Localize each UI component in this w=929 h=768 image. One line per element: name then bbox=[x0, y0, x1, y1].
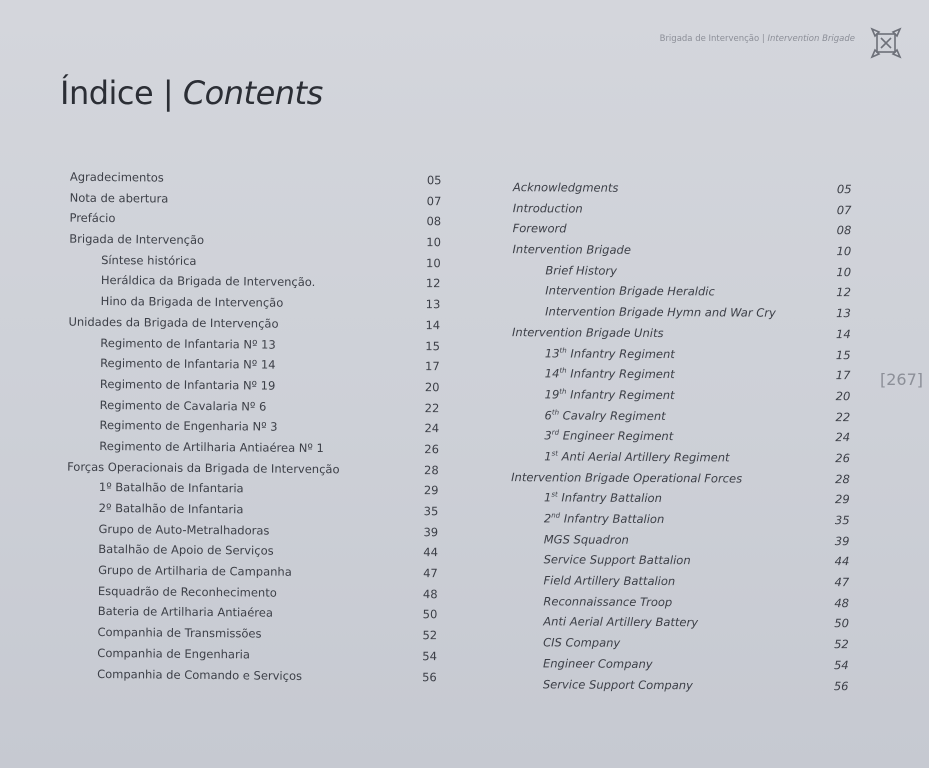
title-pt: Índice bbox=[60, 74, 154, 112]
page-title bbox=[60, 74, 323, 112]
running-head bbox=[660, 34, 855, 44]
toc-entry-label: 1º Batalhão de Infantaria bbox=[98, 480, 244, 496]
toc-entry-page: 47 bbox=[423, 566, 438, 581]
toc-entry-label: Intervention Brigade Hymn and War Cry bbox=[545, 304, 776, 320]
toc-entry-label: 14th Infantry Regiment bbox=[544, 366, 675, 382]
toc-entry-page: 50 bbox=[422, 607, 438, 622]
toc-entry-page: 26 bbox=[835, 451, 850, 466]
toc-entry-page: 20 bbox=[424, 379, 440, 395]
toc-entry-page: 05 bbox=[426, 173, 442, 188]
toc-entry-label: Unidades da Brigada de Intervenção bbox=[68, 314, 279, 331]
toc-entry-label: Field Artillery Battalion bbox=[543, 573, 676, 589]
toc-entry-page: 28 bbox=[424, 462, 439, 477]
brigade-emblem-icon bbox=[870, 27, 902, 59]
toc-entry-page: 07 bbox=[836, 202, 852, 217]
toc-entry-label: Heráldica da Brigada de Intervenção. bbox=[100, 273, 316, 290]
toc-entry-page: 28 bbox=[835, 471, 850, 486]
toc-entry-page: 48 bbox=[834, 595, 850, 610]
toc-entry-page: 22 bbox=[424, 400, 440, 415]
toc-english bbox=[0, 174, 865, 696]
toc-entry-page: 10 bbox=[426, 235, 441, 250]
toc-entry-label: Intervention Brigade bbox=[512, 242, 631, 257]
running-head-pt: Brigada de Intervenção bbox=[659, 34, 760, 44]
toc-entry-page: 15 bbox=[425, 338, 441, 353]
toc-entry-page: 12 bbox=[425, 276, 441, 291]
toc-entry-page: 52 bbox=[422, 628, 438, 643]
toc-entry-page: 29 bbox=[423, 483, 439, 498]
toc-entry-page: 29 bbox=[834, 492, 850, 507]
toc-entry-label: Intervention Brigade Units bbox=[512, 324, 664, 340]
toc-entry-label: Engineer Company bbox=[542, 656, 653, 671]
toc-entry-page: 52 bbox=[834, 637, 849, 652]
toc-entry-label: Regimento de Cavalaria Nº 6 bbox=[99, 397, 267, 414]
toc-entry-label: Reconnaissance Troop bbox=[543, 594, 673, 609]
toc-entry-page: 48 bbox=[422, 586, 438, 601]
toc-entry-label: Bateria de Artilharia Antiaérea bbox=[97, 604, 274, 621]
running-head-separator: | bbox=[759, 34, 768, 44]
toc-entry-label: MGS Squadron bbox=[543, 532, 629, 547]
toc-entry-label: Service Support Battalion bbox=[543, 552, 691, 568]
toc-entry-page: 47 bbox=[834, 575, 850, 590]
toc-entry-label: Brief History bbox=[545, 263, 617, 278]
toc-entry-label: Regimento de Infantaria Nº 19 bbox=[99, 376, 276, 393]
toc-entry bbox=[0, 670, 862, 696]
toc-entry-page: 13 bbox=[425, 297, 441, 312]
toc-entry-label: Grupo de Artilharia de Campanha bbox=[98, 563, 292, 579]
toc-entry-label: Introduction bbox=[512, 200, 583, 216]
toc-entry-page: 44 bbox=[834, 554, 850, 569]
toc-entry-label: Regimento de Infantaria Nº 13 bbox=[100, 335, 276, 352]
toc-entry-page: 17 bbox=[425, 359, 440, 374]
toc-entry-page: 35 bbox=[834, 513, 850, 528]
toc-entry-label: Esquadrão de Reconhecimento bbox=[97, 583, 277, 600]
toc-entry-label: 13th Infantry Regiment bbox=[544, 345, 675, 361]
toc-entry-page: 10 bbox=[836, 264, 852, 279]
toc-entry-page: 35 bbox=[423, 504, 439, 519]
toc-entry-page: 07 bbox=[426, 193, 442, 208]
toc-entry-page: 24 bbox=[424, 421, 440, 436]
toc-entry-page: 10 bbox=[426, 255, 441, 270]
toc-entry-label: Service Support Company bbox=[542, 676, 693, 692]
toc-entry-page: 08 bbox=[836, 223, 852, 238]
toc-entry-label: Intervention Brigade Operational Forces bbox=[511, 469, 743, 486]
page-number: [267] bbox=[880, 370, 924, 389]
toc-entry-page: 10 bbox=[836, 244, 852, 259]
toc-entry-label: Forças Operacionais da Brigada de Intervenção bbox=[67, 459, 340, 476]
toc-entry-label: Grupo de Auto-Metralhadoras bbox=[98, 521, 270, 538]
toc-entry-label: 6th Cavalry Regiment bbox=[544, 407, 666, 423]
toc-entry-label: Brigada de Intervenção bbox=[69, 231, 205, 248]
toc-entry-page: 50 bbox=[834, 616, 849, 631]
toc-entry-label: 2º Batalhão de Infantaria bbox=[98, 500, 244, 517]
toc-entry-label: 19th Infantry Regiment bbox=[544, 387, 675, 402]
toc-entry-label: Companhia de Transmissões bbox=[97, 625, 262, 641]
toc-entry-label: Hino da Brigada de Intervenção bbox=[100, 294, 284, 310]
toc-entry-label: 2nd Infantry Battalion bbox=[543, 511, 665, 527]
toc-entry-page: 39 bbox=[834, 533, 850, 548]
toc-entry-label: Agradecimentos bbox=[69, 169, 164, 185]
toc-entry-label: Intervention Brigade Heraldic bbox=[545, 283, 715, 299]
toc-entry-label: 3rd Engineer Regiment bbox=[544, 428, 674, 444]
toc-entry-label: Foreword bbox=[512, 221, 567, 236]
toc-entry-page: 44 bbox=[423, 545, 439, 560]
toc-entry-page: 05 bbox=[836, 182, 852, 197]
toc-entry-page: 20 bbox=[835, 388, 851, 404]
toc-entry-page: 54 bbox=[422, 648, 438, 664]
toc-entry-page: 14 bbox=[835, 326, 851, 342]
toc-entry-page: 17 bbox=[835, 368, 851, 383]
toc-entry-page: 14 bbox=[425, 317, 441, 333]
toc-entry-label: 1st Infantry Battalion bbox=[543, 490, 662, 506]
toc-entry-page: 12 bbox=[836, 285, 851, 300]
toc-entry-label: Nota de abertura bbox=[69, 190, 169, 206]
toc-entry-page: 22 bbox=[835, 409, 851, 424]
toc-entry-label: Anti Aerial Artillery Battery bbox=[543, 614, 699, 630]
toc-entry-label: 1st Anti Aerial Artillery Regiment bbox=[544, 449, 730, 465]
toc-entry-page: 26 bbox=[424, 442, 440, 457]
toc-entry-label: Batalhão de Apoio de Serviços bbox=[98, 542, 274, 559]
running-head-en: Intervention Brigade bbox=[767, 34, 855, 44]
toc-entry-page: 08 bbox=[426, 214, 442, 229]
toc-entry-page: 24 bbox=[835, 430, 851, 445]
toc-entry-page: 56 bbox=[833, 678, 849, 693]
toc-entry-label: CIS Company bbox=[543, 635, 621, 650]
toc-entry-label: Regimento de Infantaria Nº 14 bbox=[100, 356, 276, 372]
toc-entry-label: Companhia de Engenharia bbox=[97, 645, 251, 662]
toc-entry-page: 15 bbox=[835, 347, 851, 362]
toc-entry-label: Regimento de Artilharia Antiaérea Nº 1 bbox=[99, 438, 324, 456]
toc-entry-page: 56 bbox=[422, 669, 437, 684]
toc-entry-label: Prefácio bbox=[69, 211, 116, 226]
toc-entry-page: 39 bbox=[423, 524, 439, 539]
toc-entry-label: Síntese histórica bbox=[101, 252, 197, 268]
toc-entry-label: Regimento de Engenharia Nº 3 bbox=[99, 418, 278, 434]
toc-entry-page: 13 bbox=[836, 306, 851, 321]
toc-entry-label: Acknowledgments bbox=[512, 180, 619, 195]
title-separator: | bbox=[153, 74, 183, 112]
title-en: Contents bbox=[182, 74, 323, 112]
toc-entry-page: 54 bbox=[833, 657, 849, 673]
toc-entry-label: Companhia de Comando e Serviços bbox=[97, 666, 303, 683]
